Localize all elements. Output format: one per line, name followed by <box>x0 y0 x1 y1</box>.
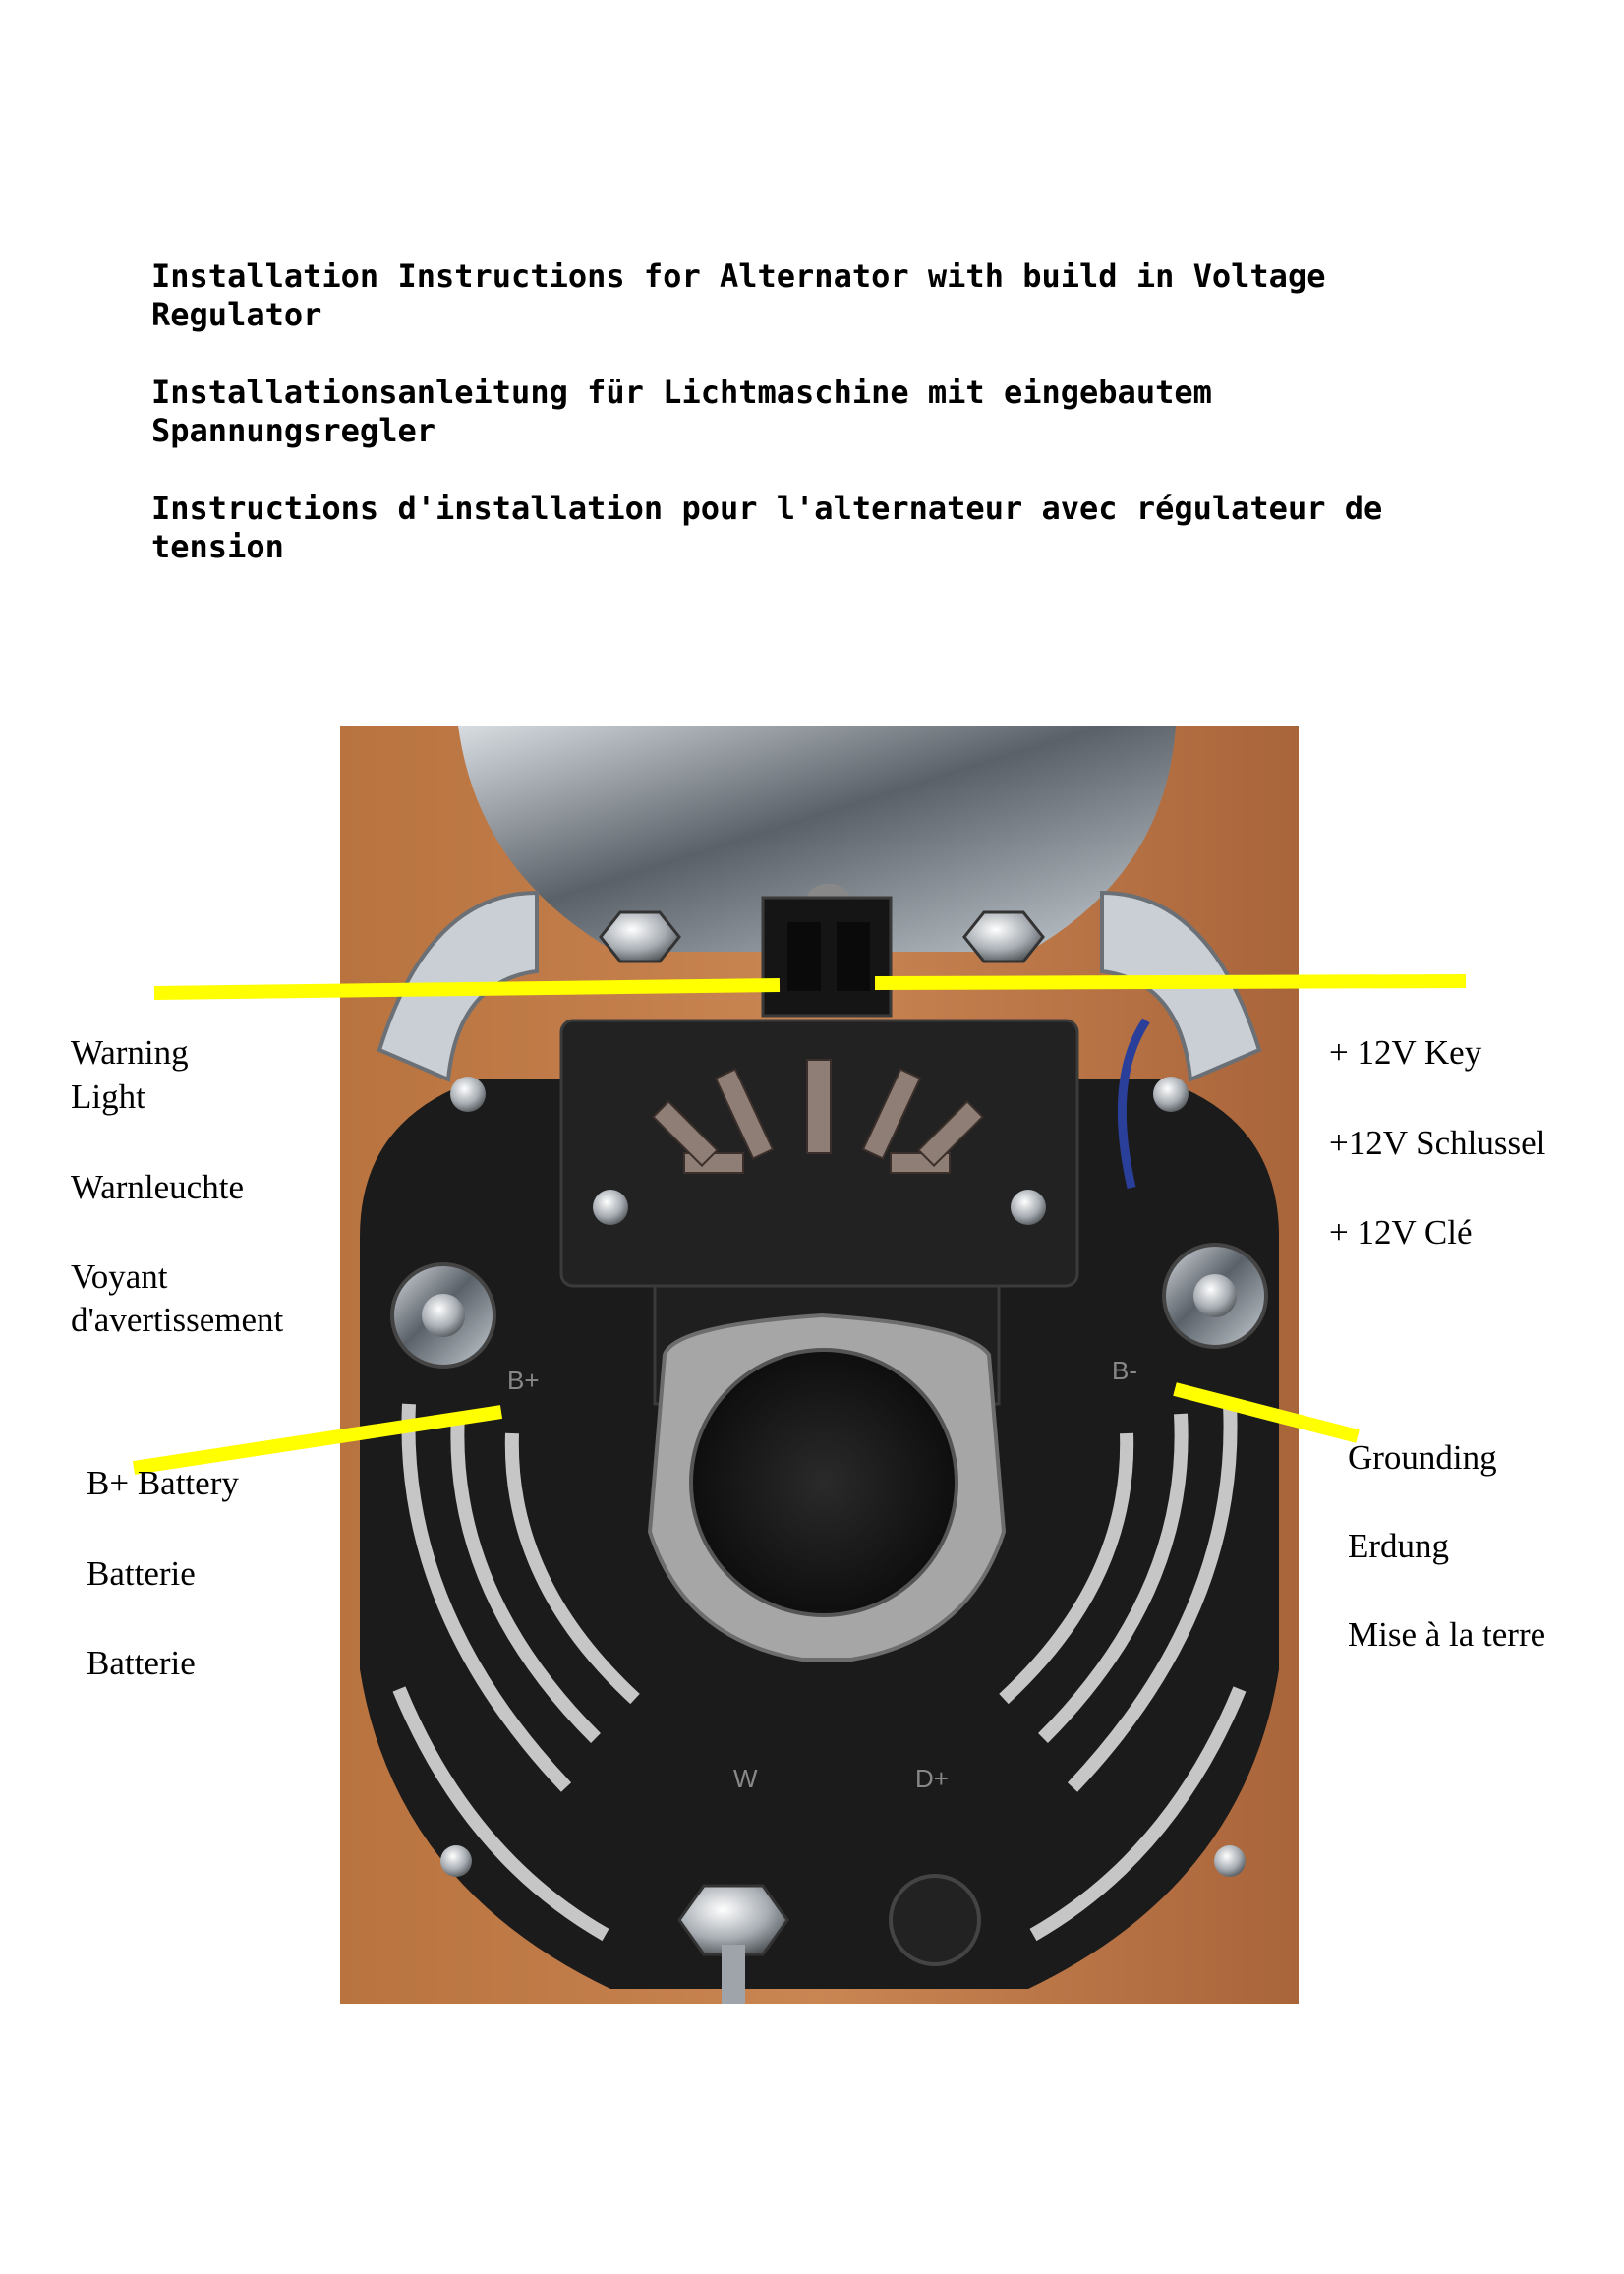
heading-german: Installationsanleitung für Lichtmaschine mit eingebautem Spannungsregler <box>151 374 1212 449</box>
label-warning-light-en-2: Light <box>71 1078 145 1116</box>
label-key-en: + 12V Key <box>1329 1033 1482 1072</box>
leader-line-warning-light <box>154 985 780 993</box>
label-warning-light-fr-2: d'avertissement <box>71 1301 284 1339</box>
label-key-de: +12V Schlussel <box>1329 1124 1546 1162</box>
heading-english: Installation Instructions for Alternator with build in Voltage Regulator <box>151 258 1326 333</box>
label-battery-de: Batterie <box>87 1554 196 1593</box>
terminal-b-plus: B+ <box>507 1366 540 1395</box>
label-warning-light-fr-1: Voyant <box>71 1257 168 1296</box>
label-battery-en: B+ Battery <box>87 1464 239 1502</box>
heading-french: Instructions d'installation pour l'alternateur avec régulateur de tension <box>151 490 1383 565</box>
terminal-w: W <box>733 1764 758 1793</box>
label-grounding-de: Erdung <box>1348 1527 1450 1565</box>
leader-line-grounding <box>1175 1389 1358 1436</box>
leader-line-battery <box>134 1412 501 1468</box>
label-warning-light-de: Warnleuchte <box>71 1168 244 1206</box>
terminal-b-minus: B- <box>1112 1356 1137 1385</box>
label-grounding-fr: Mise à la terre <box>1348 1615 1546 1654</box>
terminal-d-plus: D+ <box>915 1764 949 1793</box>
leader-line-key <box>875 981 1466 983</box>
label-warning-light-en-1: Warning <box>71 1033 189 1072</box>
label-key-fr: + 12V Clé <box>1329 1213 1473 1252</box>
label-battery-fr: Batterie <box>87 1644 196 1682</box>
label-grounding-en: Grounding <box>1348 1438 1497 1477</box>
